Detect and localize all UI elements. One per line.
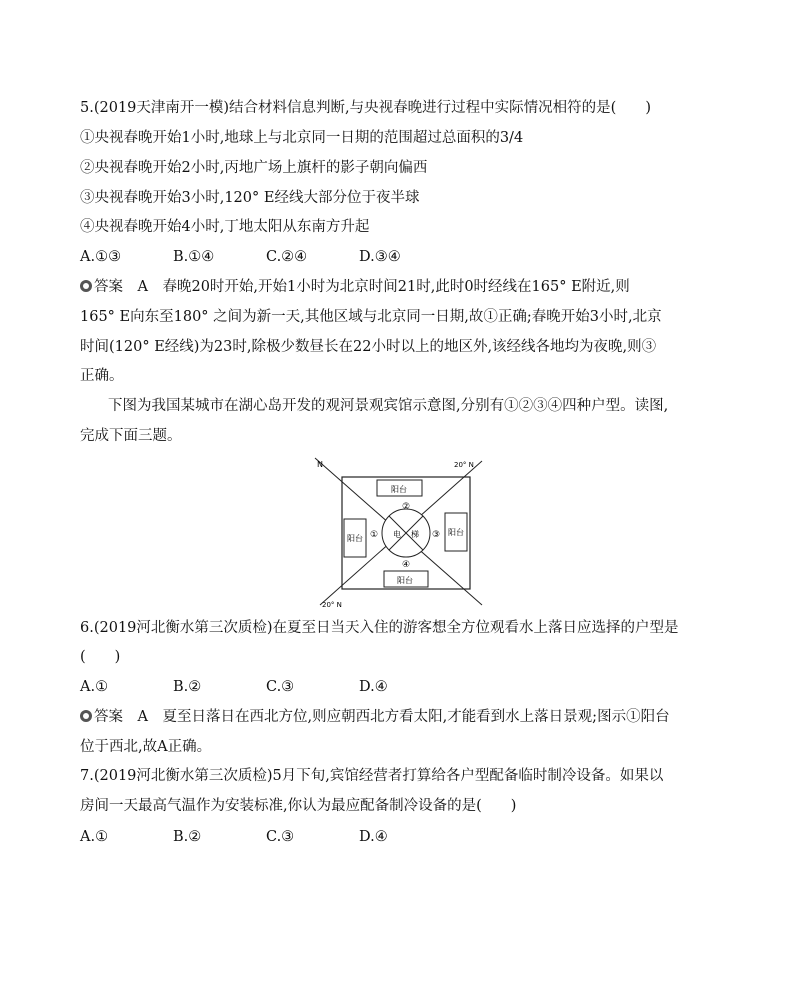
q5-answer-line-4: 正确。 [80,368,124,384]
lat-label-top: 20° N [454,461,474,469]
balcony-bottom-label: 阳台 [397,576,413,585]
unit-1-label: ① [370,530,379,540]
answer-icon [80,280,92,292]
q5-option-c: C.②④ [266,249,308,265]
q5-option-b: B.①④ [173,249,215,265]
balcony-left-label: 阳台 [347,534,363,543]
q6-stem-line-2: ( ) [80,649,121,665]
q5-item-1: ①央视春晚开始1小时,地球上与北京同一日期的范围超过总面积的3/4 [80,130,524,146]
q5-stem: 5.(2019天津南开一模)结合材料信息判断,与央视春晚进行过程中实际情况相符的是( ) [80,100,651,116]
q5-item-2: ②央视春晚开始2小时,丙地广场上旗杆的影子朝向偏西 [80,160,428,176]
lat-label-bottom: 20° N [322,601,342,609]
north-label: N [317,460,323,469]
q7-option-c: C.③ [266,829,295,845]
hotel-diagram [312,455,487,610]
q6-answer-line-2: 位于西北,故A正确。 [80,739,212,755]
intro-line-1: 下图为我国某城市在湖心岛开发的观河景观宾馆示意图,分别有①②③④四种户型。读图, [108,398,669,414]
q6-option-d: D.④ [359,679,388,695]
q6-option-b: B.② [173,679,202,695]
q6-answer-line-1: 答案 A 夏至日落日在西北方位,则应朝西北方看太阳,才能看到水上落日景观;图示①阳台 [80,707,670,727]
q5-answer-line-3: 时间(120° E经线)为23时,除极少数昼长在22小时以上的地区外,该经线各地均为夜晚,则③ [80,339,657,355]
balcony-right-label: 阳台 [448,528,464,537]
q7-option-b: B.② [173,829,202,845]
q6-option-a: A.① [80,679,109,695]
q5-answer-line-2: 165° E向东至180° 之间为新一天,其他区域与北京同一日期,故①正确;春晚开始3小时,北京 [80,309,662,325]
q7-option-a: A.① [80,829,109,845]
balcony-top-label: 阳台 [391,485,407,494]
q7-option-d: D.④ [359,829,388,845]
q6-stem-line-1: 6.(2019河北衡水第三次质检)在夏至日当天入住的游客想全方位观看水上落日应选择的户型是 [80,620,679,636]
q5-item-3: ③央视春晚开始3小时,120° E经线大部分位于夜半球 [80,190,420,206]
q6-option-c: C.③ [266,679,295,695]
q5-answer-line-1: 答案 A 春晚20时开始,开始1小时为北京时间21时,此时0时经线在165° E附近,则 [80,277,630,297]
elevator-label-left: 电 [393,530,401,539]
answer-icon [80,710,92,722]
intro-line-2: 完成下面三题。 [80,428,182,444]
q5-item-4: ④央视春晚开始4小时,丁地太阳从东南方升起 [80,219,370,235]
q5-option-d: D.③④ [359,249,401,265]
elevator-label-right: 梯 [411,530,419,539]
unit-2-label: ② [402,502,411,512]
q7-stem-line-2: 房间一天最高气温作为安装标准,你认为最应配备制冷设备的是( ) [80,798,517,814]
q5-option-a: A.①③ [80,249,122,265]
q7-stem-line-1: 7.(2019河北衡水第三次质检)5月下旬,宾馆经营者打算给各户型配备临时制冷设备。如果以 [80,768,664,784]
unit-4-label: ④ [402,560,411,570]
unit-3-label: ③ [432,530,441,540]
